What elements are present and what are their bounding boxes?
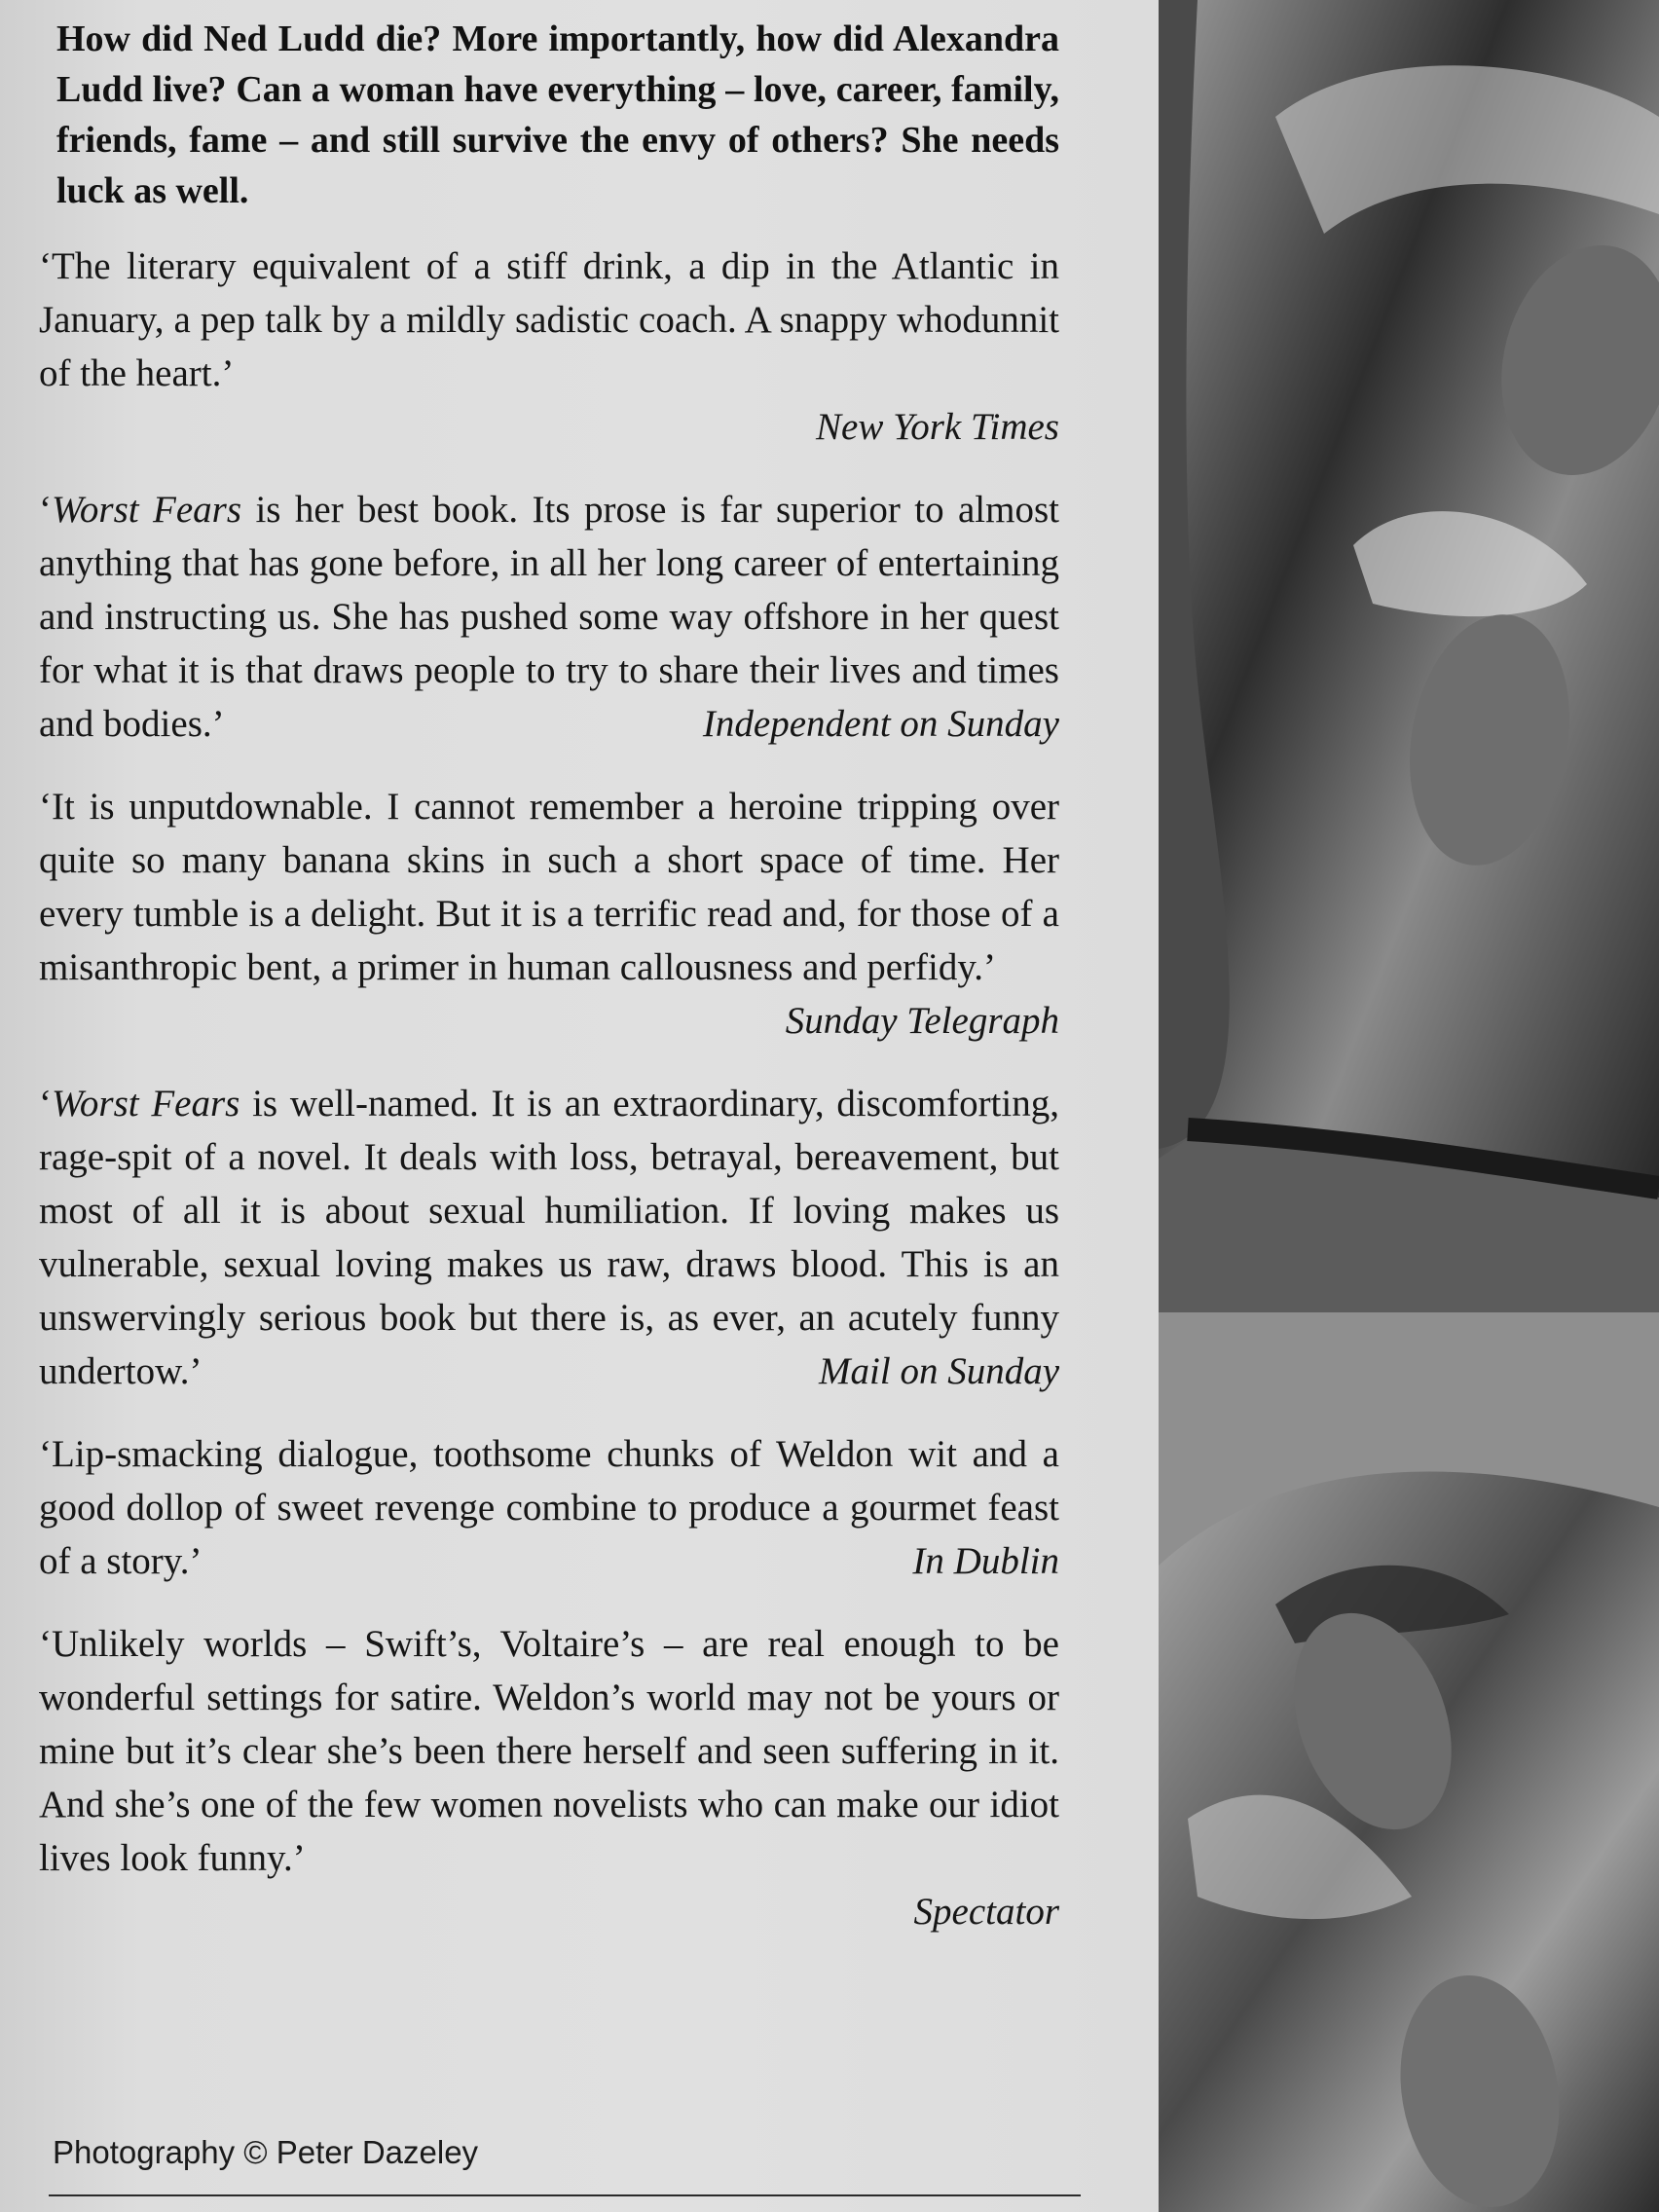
review-quote: is her best book. Its prose is far superior to almost anything that has gone before, in all her long career of entertaining and instructing us. She has pushed some way offshore in her quest for what it is that draws people to try to share their lives and times and bodies.’ [39,489,1059,745]
review-source: Spectator [913,1891,1059,1933]
open-quote-mark: ‘ [39,1083,52,1124]
text-column [39,14,1059,1968]
review-source: Sunday Telegraph [785,1000,1059,1042]
mask-photo-bottom [1159,1312,1659,2212]
review-quote: ‘Unlikely worlds – Swift’s, Voltaire’s – are real enough to be wonderful settings for satire. Weldon’s world may not be yours or mine but it’s clear she’s been there herself and seen suffering in it. And she’s one of the few women novelists who can make our idiot lives look funny.’ [39,1623,1059,1879]
book-title: Worst Fears [52,489,242,531]
review-quote: ‘It is unputdownable. I cannot remember a heroine tripping over quite so many banana skins in such a short space of time. Her every tumble is a delight. But it is a terrific read and, for those of a misanthropic bent, a primer in human callousness and perfidy.’ [39,786,1059,988]
review-new-york-times [39,240,1059,454]
divider [49,2194,1081,2196]
photo-credit: Photography © Peter Dazeley [53,2134,479,2170]
review-source: New York Times [816,406,1059,448]
mask-illustration-bottom [1159,1312,1659,2212]
review-quote: ‘Lip-smacking dialogue, toothsome chunks of Weldon wit and a good dollop of sweet revenge combine to produce a gourmet feast of a story.’ [39,1433,1059,1582]
mask-photo-top [1159,0,1659,1312]
review-source: Mail on Sunday [819,1350,1059,1392]
review-quote: is well-named. It is an extraordinary, discomforting, rage-spit of a novel. It deals with loss, betrayal, bereavement, but most of all it is about sexual humiliation. If loving makes us vulnerable, sexual loving makes us raw, draws blood. This is an unswervingly serious book but there is, as ever, an acutely funny undertow.’ [39,1083,1059,1392]
review-quote: ‘The literary equivalent of a stiff drink, a dip in the Atlantic in January, a pep talk by a mildly sadistic coach. A snappy whodunnit of the heart.’ [39,245,1059,394]
review-source: Independent on Sunday [702,703,1059,745]
open-quote-mark: ‘ [39,489,52,531]
book-title: Worst Fears [52,1083,240,1124]
review-source: In Dublin [912,1540,1059,1582]
mask-illustration-top [1159,0,1659,1312]
review-sunday-telegraph [39,780,1059,1048]
review-in-dublin [39,1427,1059,1588]
review-mail-on-sunday [39,1077,1059,1398]
blurb: How did Ned Ludd die? More importantly, how did Alexandra Ludd live? Can a woman have everything – love, career, family, friends, fame – and still survive the envy of others? She needs luck as well. [56,18,1059,211]
review-spectator [39,1617,1059,1938]
review-independent-on-sunday [39,483,1059,751]
